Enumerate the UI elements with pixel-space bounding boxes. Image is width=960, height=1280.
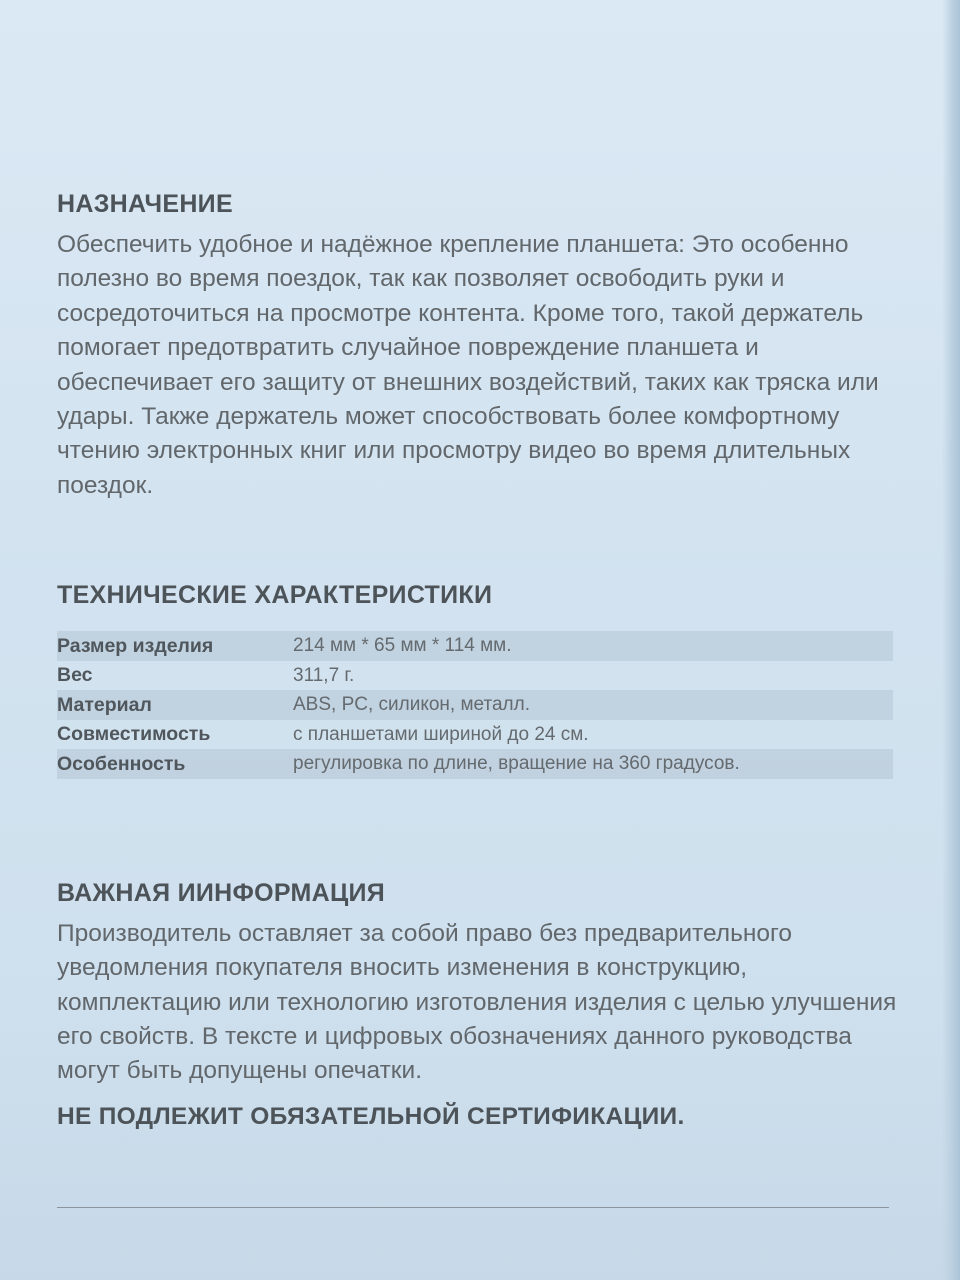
- spec-value: ABS, PC, силикон, металл.: [293, 694, 530, 715]
- spec-label: Размер изделия: [57, 634, 214, 657]
- important-info-text: Производитель оставляет за собой право без предварительного уведомления покупателя вносить изменения в конструкцию, комплектацию или технологию изготовления изделия с целью улучшения его свойств. В тексте и цифровых обозначениях данного руководства могут быть допущены опечатки.: [57, 919, 897, 1085]
- specs-table: [57, 631, 893, 779]
- spec-value: регулировка по длине, вращение на 360 градусов.: [293, 753, 740, 774]
- spec-value: с планшетами шириной до 24 см.: [293, 723, 589, 745]
- spec-label: Особенность: [57, 752, 186, 775]
- spec-value: 311,7 г.: [293, 664, 355, 686]
- purpose-text: Обеспечить удобное и надёжное крепление планшета: Это особенно полезно во время поездок, так как позволяет освободить руки и сосредоточиться на просмотре контента. Кроме того, такой держатель помогает предотвратить случайное повреждение планшета и обеспечивает его защиту от внешних воздействий, таких как тряска или удары. Также держатель может способствовать более комфортному чтению электронных книг или просмотру видео во время длительных поездок.: [57, 231, 879, 499]
- spec-row-compatibility: [57, 720, 893, 750]
- spec-row-feature: [57, 749, 893, 779]
- spec-row-size: [57, 631, 893, 661]
- spec-row-material: [57, 690, 893, 720]
- manual-sheet: [57, 188, 897, 1133]
- bottom-divider: [57, 1207, 889, 1208]
- important-info-heading: ВАЖНАЯ ИИНФОРМАЦИЯ: [57, 878, 386, 907]
- spec-row-weight: [57, 661, 893, 691]
- spec-label: Материал: [57, 693, 152, 716]
- spec-label: Совместимость: [57, 723, 211, 745]
- spec-value: 214 мм * 65 мм * 114 мм.: [293, 635, 512, 656]
- spec-label: Вес: [57, 664, 93, 686]
- purpose-heading: НАЗНАЧЕНИЕ: [57, 190, 233, 218]
- specs-heading: ТЕХНИЧЕСКИЕ ХАРАКТЕРИСТИКИ: [57, 581, 493, 610]
- page-edge-shadow: [942, 0, 960, 1280]
- certification-notice: НЕ ПОДЛЕЖИТ ОБЯЗАТЕЛЬНОЙ СЕРТИФИКАЦИИ.: [57, 1102, 685, 1130]
